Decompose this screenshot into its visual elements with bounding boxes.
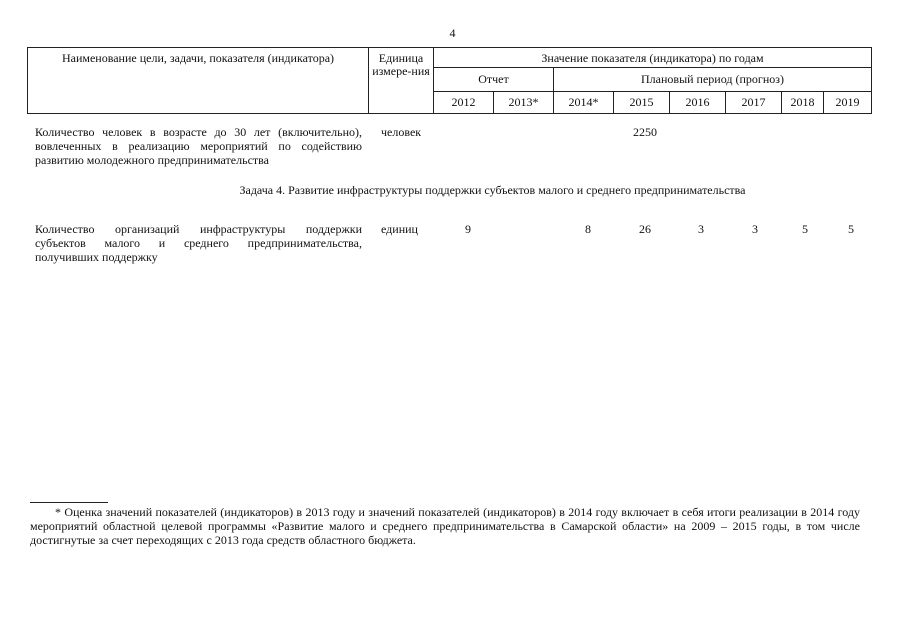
- footnote-separator: [30, 502, 108, 503]
- header-plan: Плановый период (прогноз): [554, 68, 872, 92]
- task-heading: Задача 4. Развитие инфраструктуры поддержки субъектов малого и среднего предпринимательства: [239, 183, 746, 197]
- row-name: Количество организаций инфраструктуры поддержки субъектов малого и среднего предпринимательства, получивших поддержку: [35, 222, 362, 264]
- header-year: 2016: [670, 92, 726, 114]
- header-year: 2019: [824, 92, 872, 114]
- row-value-2014: 8: [585, 222, 591, 236]
- row-value-2017: 3: [752, 222, 758, 236]
- footnote-text: * Оценка значений показателей (индикаторов) в 2013 году и значений показателей (индикаторов) в 2014 году включает в себя итоги реализации в 2014 году мероприятий областной целевой программы «Развитие малого и среднего предпринимательства в Самарской области» на 2009 – 2015 годы, в том числе достигнутые за счет переходящих с 2013 года средств областного бюджета.: [30, 505, 860, 547]
- header-values-group: Значение показателя (индикатора) по годам: [434, 48, 872, 68]
- header-name: Наименование цели, задачи, показателя (индикатора): [28, 48, 369, 114]
- row-unit: единиц: [381, 222, 418, 236]
- row-name: Количество человек в возрасте до 30 лет (включительно), вовлеченных в реализацию мероприятий по содействию развитию молодежного предпринимательства: [35, 125, 362, 167]
- row-value-2016: 3: [698, 222, 704, 236]
- row-value-2015: 26: [639, 222, 651, 236]
- row-value-2012: 9: [465, 222, 471, 236]
- header-year: 2013*: [494, 92, 554, 114]
- row-unit: человек: [381, 125, 422, 139]
- header-year: 2015: [614, 92, 670, 114]
- header-year: 2014*: [554, 92, 614, 114]
- row-value-2015: 2250: [633, 125, 657, 139]
- indicator-table-header: [27, 47, 872, 114]
- row-value-2018: 5: [802, 222, 808, 236]
- header-report: Отчет: [434, 68, 554, 92]
- header-unit: Единица измере-ния: [369, 48, 434, 114]
- header-year: 2017: [726, 92, 782, 114]
- header-year: 2018: [782, 92, 824, 114]
- header-year: 2012: [434, 92, 494, 114]
- row-value-2019: 5: [848, 222, 854, 236]
- page-number: 4: [449, 26, 456, 40]
